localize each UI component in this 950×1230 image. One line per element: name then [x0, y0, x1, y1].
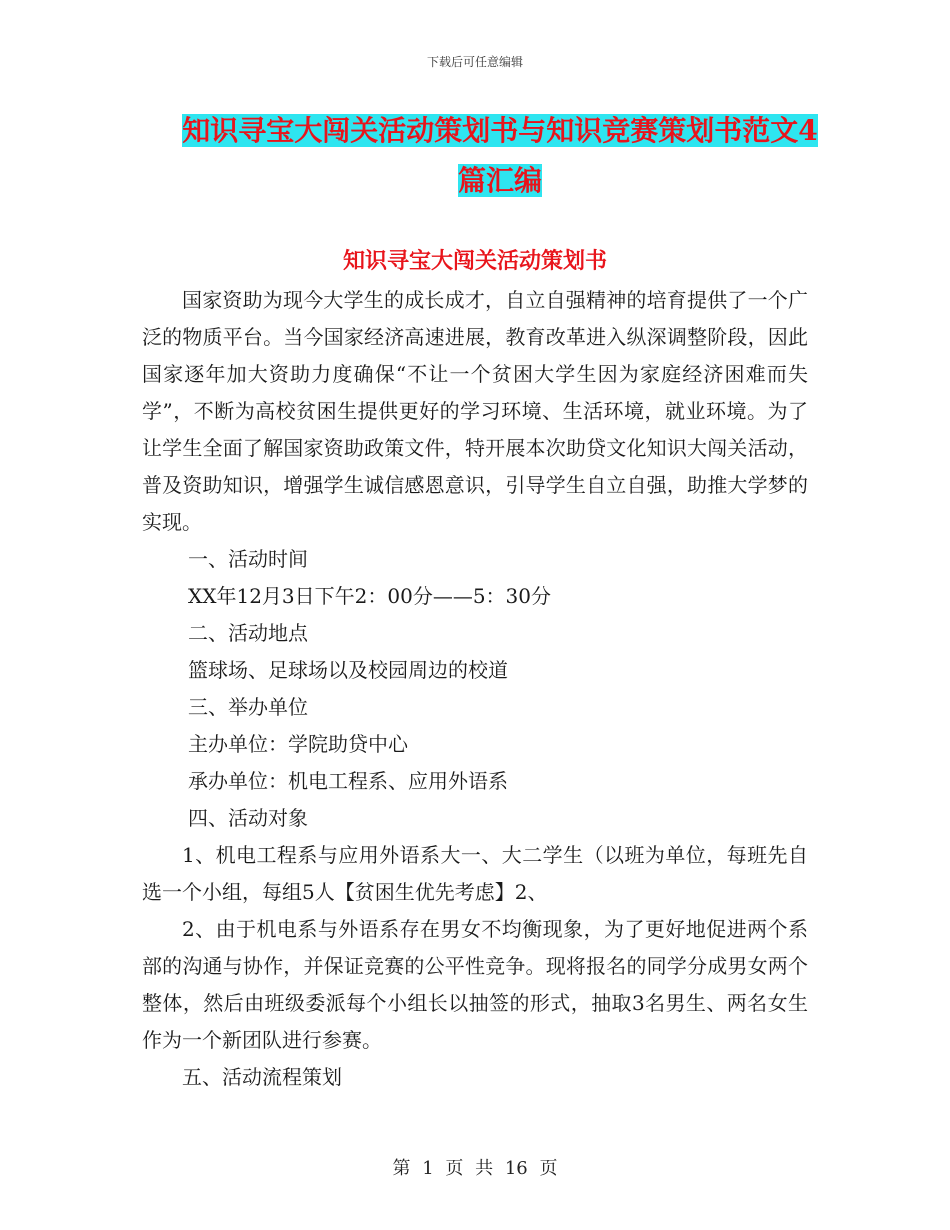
heading-activity-location: 二、活动地点 — [188, 621, 308, 645]
heading-activity-flow: 五、活动流程策划 — [182, 1065, 342, 1089]
heading-organizers: 三、举办单位 — [188, 695, 308, 719]
header-note: 下载后可任意编辑 — [426, 55, 523, 69]
document-title-line-2: 篇汇编 — [457, 164, 542, 197]
document-body — [142, 282, 808, 1096]
intro-paragraph: 国家资助为现今大学生的成长成才，自立自强精神的培育提供了一个广泛的物质平台。当今国家经济高速进展，教育改革进入纵深调整阶段，因此国家逐年加大资助力度确保“不让一个贫困大学生因为家庭经济困难而失学”，不断为高校贫困生提供更好的学习环境、生活环境，就业环境。为了让学生全面了解国家资助政策文件，特开展本次助贷文化知识大闯关活动，普及资助知识，增强学生诚信感恩意识，引导学生自立自强，助推大学梦的实现。 — [142, 288, 808, 534]
host-organizer: 主办单位：学院助贷中心 — [188, 732, 408, 756]
document-title — [150, 106, 850, 206]
participants-paragraph-1: 1、机电工程系与应用外语系大一、大二学生（以班为单位，每班先自选一个小组，每组5人【贫困生优先考虑】2、 — [142, 843, 808, 904]
heading-participants: 四、活动对象 — [188, 806, 308, 830]
activity-time-value: XX年12月3日下午2：00分——5：30分 — [188, 584, 551, 608]
participants-paragraph-2: 2、由于机电系与外语系存在男女不均衡现象，为了更好地促进两个系部的沟通与协作，并保证竞赛的公平性竞争。现将报名的同学分成男女两个整体，然后由班级委派每个小组长以抽签的形式，抽取3名男生、两名女生作为一个新团队进行参赛。 — [142, 917, 808, 1052]
document-title-line-1: 知识寻宝大闯关活动策划书与知识竞赛策划书范文4 — [182, 114, 818, 147]
activity-location-value: 篮球场、足球场以及校园周边的校道 — [188, 658, 508, 682]
section-title: 知识寻宝大闯关活动策划书 — [342, 248, 607, 274]
co-organizer: 承办单位：机电工程系、应用外语系 — [188, 769, 508, 793]
page-footer: 第 1 页 共 16 页 — [392, 1158, 558, 1179]
heading-activity-time: 一、活动时间 — [188, 547, 308, 571]
